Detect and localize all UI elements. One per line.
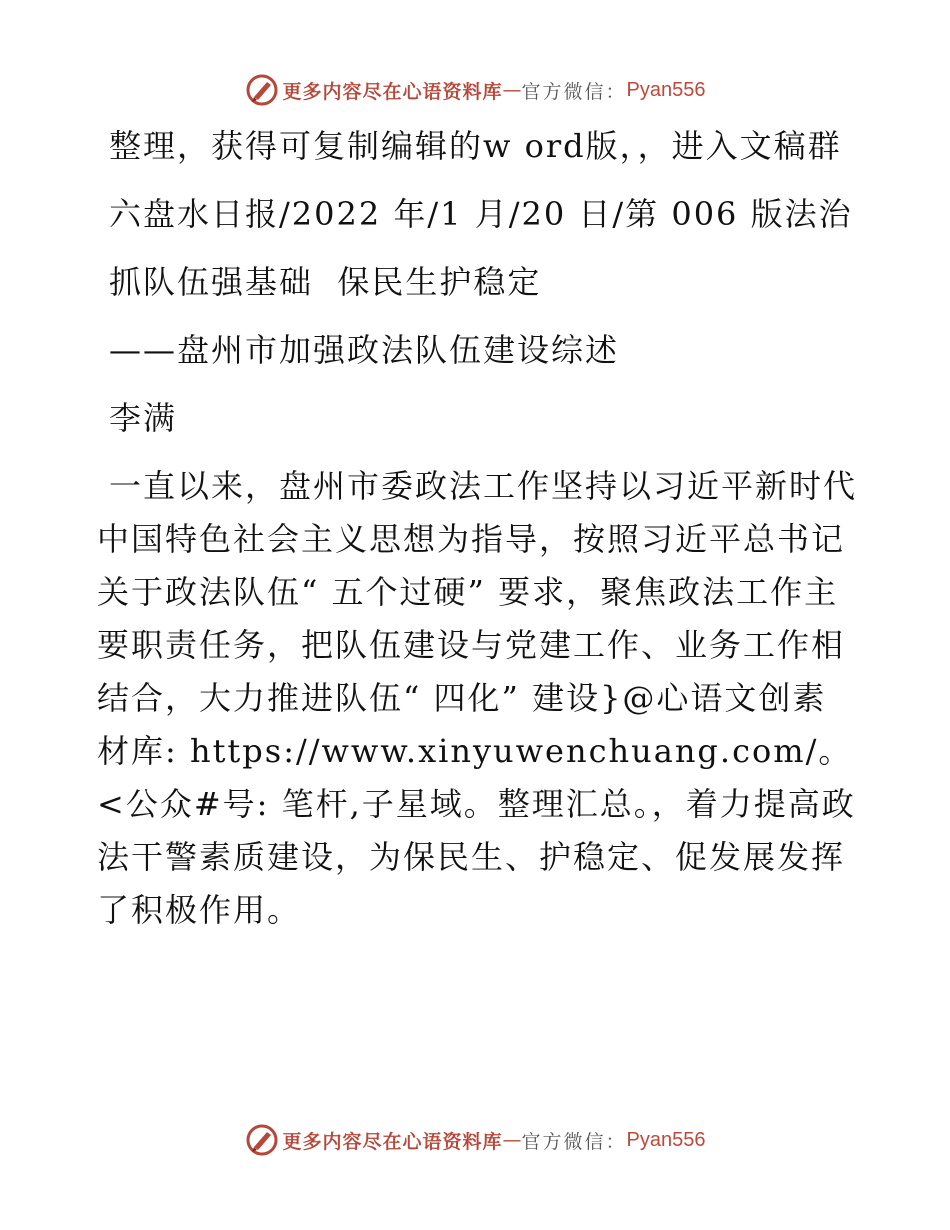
banner-wechat-id: Pyan556 <box>626 78 706 101</box>
author: 李满 <box>109 399 178 437</box>
subheadline: ——盘州市加强政法队伍建设综述 <box>109 331 620 369</box>
banner-sub-text: 官方微信： <box>521 80 627 103</box>
headline: 抓队伍强基础 保民生护稳定 <box>109 263 542 301</box>
intro-paragraph: 整理，获得可复制编辑的w ord版，，进入文稿群 <box>109 127 842 165</box>
pen-logo-icon <box>245 1123 279 1157</box>
banner-main-text: 更多内容尽在心语资料库 <box>282 1130 503 1153</box>
header-watermark-banner <box>0 70 950 110</box>
body-paragraph: 一直以来，盘州市委政法工作坚持以习近平新时代中国特色社会主义思想为指导，按照习近平总书记关于政法队伍“ 五个过硬” 要求，聚焦政法工作主要职责任务，把队伍建设与党建工作、业务工作相结合，大力推进队伍“ 四化” 建设}@心语文创素材库: https://www.xinyuwenchuang.com/。<公众#号: 笔杆,子星域。整理汇总。，着力提高政法干警素质建设，为保民生、护稳定、促发展发挥了积极作用。 <box>97 467 858 929</box>
banner-main-text: 更多内容尽在心语资料库 <box>282 80 503 103</box>
document-body <box>97 120 857 937</box>
pen-logo-icon <box>245 73 279 107</box>
banner-wechat-id: Pyan556 <box>626 1128 706 1151</box>
banner-sub-text: 官方微信： <box>521 1130 627 1153</box>
footer-watermark-banner <box>0 1120 950 1160</box>
banner-dash: — <box>502 79 522 101</box>
dateline: 六盘水日报/2022 年/1 月/20 日/第 006 版法治 <box>109 195 853 233</box>
banner-dash: — <box>502 1129 522 1151</box>
